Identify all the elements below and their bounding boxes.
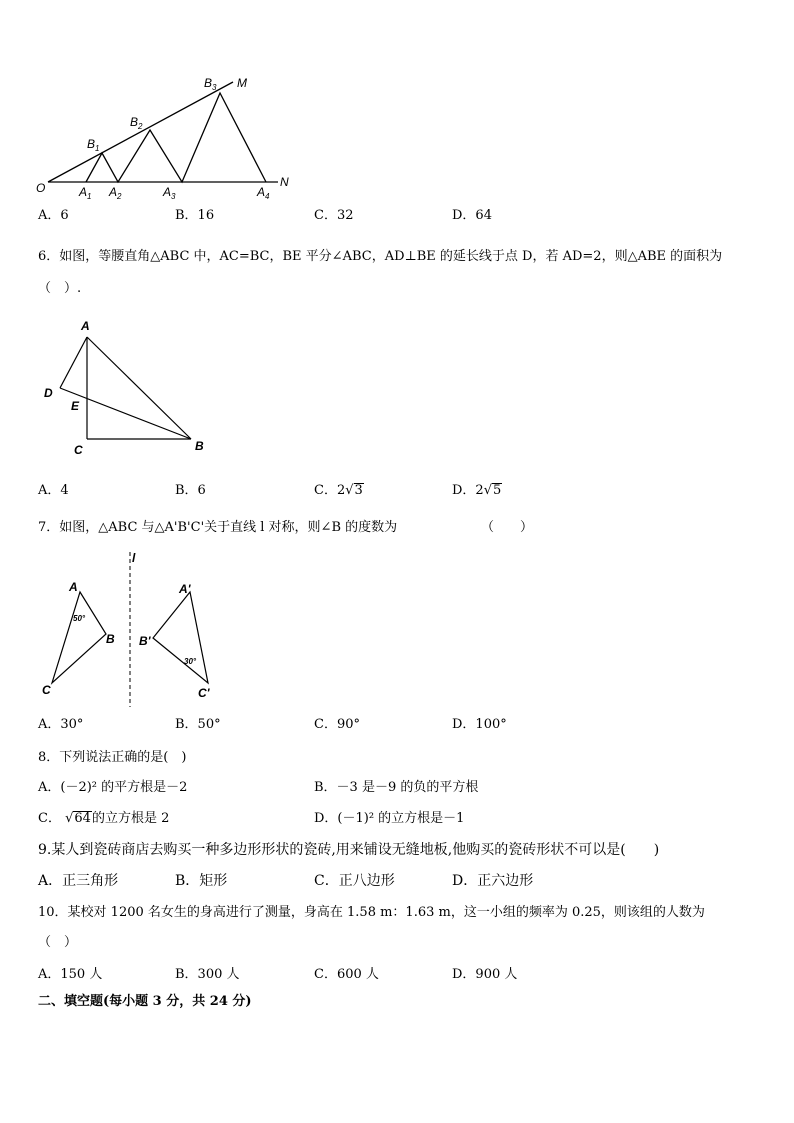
sqrt-icon: √ — [483, 483, 492, 498]
q7-label-C-prime: C' — [198, 686, 210, 700]
q8-option-a: A．(－2)² 的平方根是－2 — [38, 780, 188, 795]
sqrt-icon: √ — [345, 483, 354, 498]
q8-stem: 8．下列说法正确的是( ) — [38, 750, 187, 765]
q6-option-d — [452, 482, 502, 500]
label-B2-sub: 2 — [138, 122, 143, 131]
label-B1: B — [87, 137, 96, 151]
q8-option-b: B．－3 是－9 的负的平方根 — [314, 780, 479, 795]
label-A2: A — [109, 185, 118, 199]
q7-paren: （ ） — [481, 520, 534, 535]
q9-option-d: D．正六边形 — [452, 873, 534, 889]
q7-option-a: A．30° — [38, 717, 84, 732]
label-O: O — [36, 181, 46, 195]
sqrt-icon: √ — [65, 811, 74, 826]
q6-stem: 6．如图，等腰直角△ABC 中，AC=BC，BE 平分∠ABC，AD⊥BE 的延长线于点 D，若 AD=2，则△ABE 的面积为 — [38, 249, 723, 264]
q7-label-l: l — [132, 551, 136, 565]
q5-figure — [30, 70, 310, 205]
q10-option-a: A．150 人 — [38, 967, 103, 982]
q7-angle-30: 30° — [184, 657, 197, 666]
label-N: N — [280, 175, 289, 189]
q5-option-d: D．64 — [452, 208, 492, 223]
q8-option-c — [38, 810, 169, 828]
q9-option-b: B．矩形 — [175, 873, 228, 889]
label-B3: B — [204, 76, 213, 90]
q7-label-A: A — [69, 580, 78, 594]
q6-option-c-radicand: 3 — [354, 483, 363, 498]
q6-figure — [38, 312, 218, 462]
q6-label-C: C — [74, 443, 83, 457]
q6-stem-paren: （ ）. — [38, 281, 82, 296]
q7-stem: 7．如图，△ABC 与△A'B'C'关于直线 l 对称，则∠B 的度数为 — [38, 520, 398, 535]
q7-label-C: C — [42, 683, 51, 697]
q7-option-b: B．50° — [175, 717, 221, 732]
q6-option-b: B．6 — [175, 483, 206, 498]
q6-label-D: D — [44, 386, 53, 400]
label-B2: B — [130, 115, 139, 129]
q5-option-a: A．6 — [38, 208, 69, 223]
q6-option-c-prefix: C．2 — [314, 483, 346, 498]
label-B3-sub: 3 — [212, 83, 217, 92]
q7-label-B: B — [106, 632, 115, 646]
label-M: M — [237, 76, 247, 90]
q9-stem: 9.某人到瓷砖商店去购买一种多边形形状的瓷砖,用来铺设无缝地板,他购买的瓷砖形状不可以是( ) — [38, 842, 660, 858]
label-B1-sub: 1 — [95, 144, 100, 153]
q10-option-d: D．900 人 — [452, 967, 518, 982]
q8-option-c-radicand: 64 — [74, 811, 91, 826]
q7-option-c: C．90° — [314, 717, 360, 732]
q6-label-B: B — [195, 439, 204, 453]
q6-option-a: A．4 — [38, 483, 69, 498]
q10-stem-paren: （ ） — [38, 935, 78, 950]
q6-label-A: A — [81, 319, 90, 333]
q8-option-d: D．(－1)² 的立方根是－1 — [314, 811, 465, 826]
q10-option-c: C．600 人 — [314, 967, 379, 982]
label-A4-sub: 4 — [265, 192, 270, 201]
q7-angle-50: 50° — [73, 614, 86, 623]
q7-label-B-prime: B' — [139, 634, 151, 648]
label-A2-sub: 2 — [117, 192, 122, 201]
q6-option-c — [314, 482, 364, 500]
q7-figure — [36, 550, 226, 710]
label-A1: A — [79, 185, 88, 199]
q5-option-c: C．32 — [314, 208, 354, 223]
q10-stem: 10．某校对 1200 名女生的身高进行了测量，身高在 1.58 m：1.63 m，这一小组的频率为 0.25，则该组的人数为 — [38, 905, 705, 920]
label-A4: A — [257, 185, 266, 199]
section-title: 二、填空题(每小题 3 分，共 24 分) — [38, 994, 252, 1009]
q9-option-a: A．正三角形 — [38, 873, 119, 889]
label-A1-sub: 1 — [87, 192, 92, 201]
q6-label-E: E — [71, 399, 80, 413]
q10-option-b: B．300 人 — [175, 967, 240, 982]
label-A3: A — [163, 185, 172, 199]
q8-option-c-prefix: C． — [38, 811, 61, 826]
q6-option-d-prefix: D．2 — [452, 483, 484, 498]
q6-option-d-radicand: 5 — [493, 483, 502, 498]
q7-option-d: D．100° — [452, 717, 507, 732]
q5-option-b: B．16 — [175, 208, 215, 223]
label-A3-sub: 3 — [171, 192, 176, 201]
q7-label-A-prime: A' — [179, 582, 191, 596]
q9-option-c: C．正八边形 — [314, 873, 395, 889]
q8-option-c-suffix: 的立方根是 2 — [91, 811, 170, 826]
